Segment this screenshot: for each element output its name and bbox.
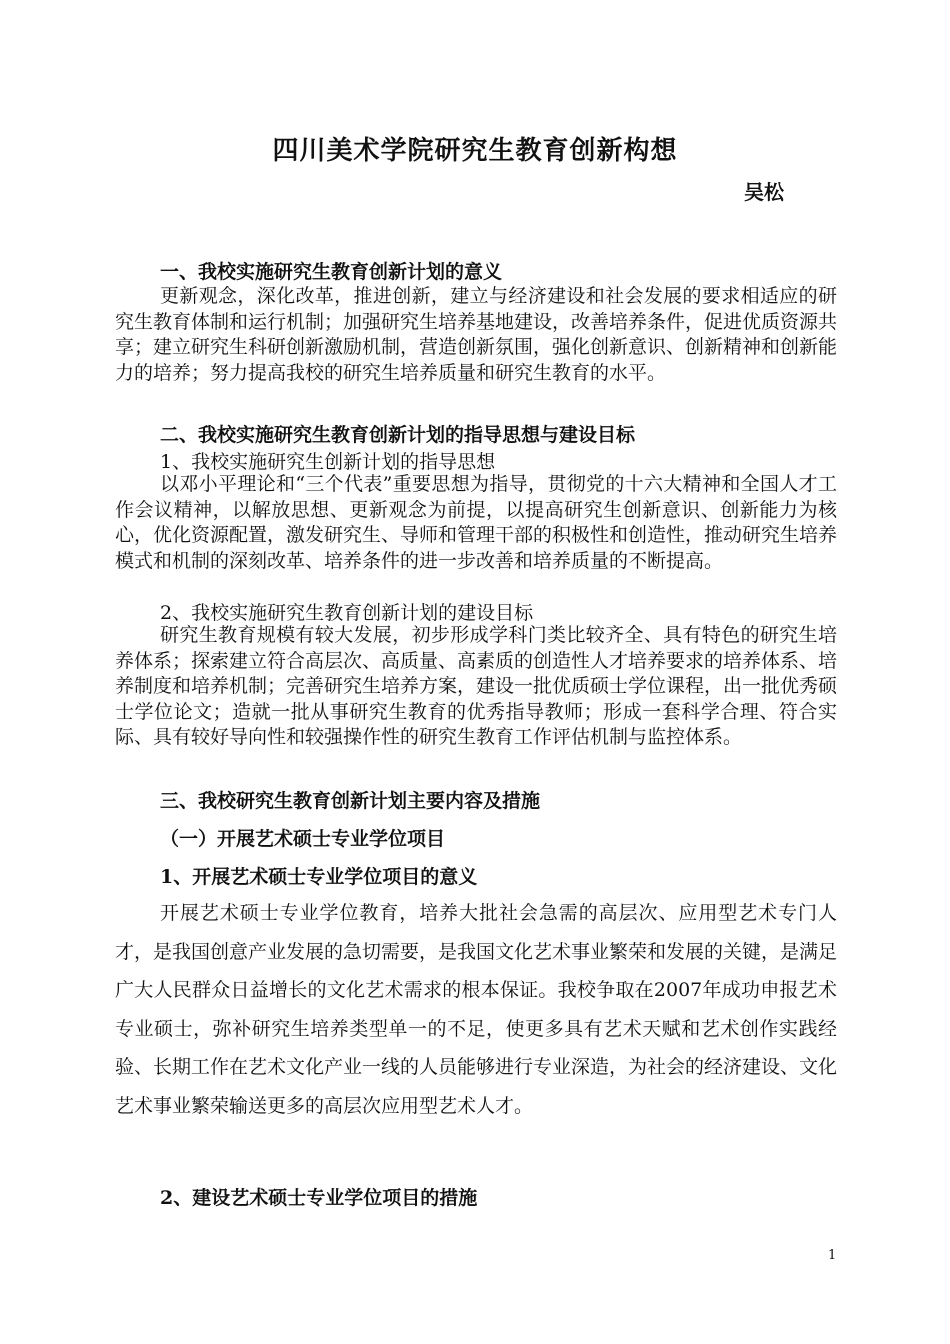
section-heading-1: 一、我校实施研究生教育创新计划的意义 bbox=[160, 261, 503, 283]
section-2-subheading-2: 2、我校实施研究生教育创新计划的建设目标 bbox=[160, 602, 534, 624]
section-2-paragraph-2: 研究生教育规模有较大发展，初步形成学科门类比较齐全、具有特色的研究生培养体系；探索建立符合高层次、高质量、高素质的创造性人才培养要求的培养体系、培养制度和培养机制；完善研究生培养方案，建设一批优质硕士学位课程，出一批优秀硕士学位论文；造就一批从事研究生教育的优秀指导教师；形成一套科学合理、符合实际、具有较好导向性和较强操作性的研究生教育工作评估机制与监控体系。 bbox=[115, 624, 838, 748]
section-2-subheading-1: 1、我校实施研究生创新计划的指导思想 bbox=[160, 451, 496, 473]
page-number: 1 bbox=[828, 1248, 837, 1263]
section-3-item-1-heading: 1、开展艺术硕士专业学位项目的意义 bbox=[160, 866, 478, 888]
section-3-subheading: （一）开展艺术硕士专业学位项目 bbox=[160, 828, 446, 850]
section-3-paragraph: 开展艺术硕士专业学位教育，培养大批社会急需的高层次、应用型艺术专门人才，是我国创意产业发展的急切需要，是我国文化艺术事业繁荣和发展的关键，是满足广大人民群众日益增长的文化艺术需求的根本保证。我校争取在2007年成功申报艺术专业硕士，弥补研究生培养类型单一的不足，使更多具有艺术天赋和艺术创作实践经验、长期工作在艺术文化产业一线的人员能够进行专业深造，为社会的经济建设、文化艺术事业繁荣输送更多的高层次应用型艺术人才。 bbox=[115, 902, 838, 1117]
section-heading-2: 二、我校实施研究生教育创新计划的指导思想与建设目标 bbox=[160, 424, 636, 446]
document-title: 四川美术学院研究生教育创新构想 bbox=[272, 136, 678, 166]
author-name: 吴松 bbox=[744, 180, 784, 204]
section-2-paragraph-1: 以邓小平理论和“三个代表”重要思想为指导，贯彻党的十六大精神和全国人才工作会议精神，以解放思想、更新观念为前提，以提高研究生创新意识、创新能力为核心，优化资源配置，激发研究生、导师和管理干部的积极性和创造性，推动研究生培养模式和机制的深刻改革、培养条件的进一步改善和培养质量的不断提高。 bbox=[115, 473, 838, 572]
section-3-item-2-heading: 2、建设艺术硕士专业学位项目的措施 bbox=[160, 1187, 478, 1209]
section-heading-3: 三、我校研究生教育创新计划主要内容及措施 bbox=[160, 790, 541, 812]
section-1-paragraph: 更新观念，深化改革，推进创新，建立与经济建设和社会发展的要求相适应的研究生教育体制和运行机制；加强研究生培养基地建设，改善培养条件，促进优质资源共享；建立研究生科研创新激励机制，营造创新氛围，强化创新意识、创新精神和创新能力的培养；努力提高我校的研究生培养质量和研究生教育的水平。 bbox=[115, 285, 838, 384]
